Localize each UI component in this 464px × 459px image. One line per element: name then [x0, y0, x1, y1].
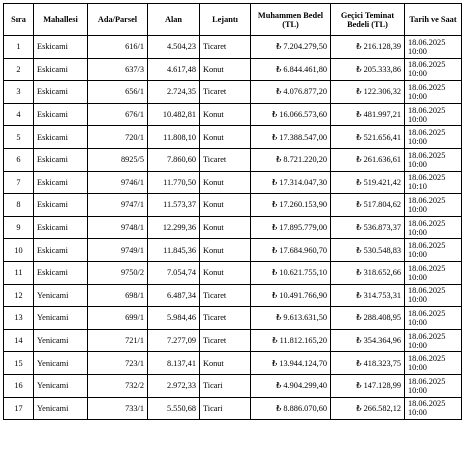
cell-tarih-saat: [405, 261, 462, 284]
cell-sira: 14: [4, 329, 34, 352]
cell-muhammen-bedel: ₺ 10.491.766,90: [251, 284, 331, 307]
cell-teminat-bedeli: ₺ 266.582,12: [331, 397, 405, 420]
cell-teminat-bedeli: ₺ 261.636,61: [331, 148, 405, 171]
cell-tarih-saat: [405, 216, 462, 239]
cell-saat: 10:00: [408, 46, 427, 56]
cell-tarih: 18.06.2025: [408, 376, 446, 386]
cell-saat: 10:10: [408, 182, 427, 192]
auction-table-wrapper: [3, 3, 462, 420]
table-header-row: [4, 4, 462, 36]
cell-teminat-bedeli: ₺ 216.128,39: [331, 36, 405, 59]
cell-muhammen-bedel: ₺ 17.895.779,00: [251, 216, 331, 239]
table-row: [4, 171, 462, 194]
cell-tarih: 18.06.2025: [408, 60, 446, 70]
cell-tarih-saat: [405, 103, 462, 126]
table-row: [4, 58, 462, 81]
header-muhammen-bedel: Muhammen Bedel (TL): [251, 4, 331, 36]
cell-tarih: 18.06.2025: [408, 195, 446, 205]
cell-lejant: Ticaret: [200, 36, 251, 59]
cell-sira: 10: [4, 239, 34, 262]
cell-sira: 15: [4, 352, 34, 375]
cell-tarih-saat: [405, 171, 462, 194]
cell-lejant: Konut: [200, 261, 251, 284]
table-row: [4, 261, 462, 284]
cell-lejant: Konut: [200, 58, 251, 81]
cell-sira: 4: [4, 103, 34, 126]
cell-mahalle: Eskicami: [34, 171, 88, 194]
cell-tarih-saat: [405, 397, 462, 420]
cell-ada-parsel: 9747/1: [88, 194, 148, 217]
cell-tarih: 18.06.2025: [408, 150, 446, 160]
cell-alan: 11.808,10: [148, 126, 200, 149]
cell-mahalle: Eskicami: [34, 58, 88, 81]
cell-muhammen-bedel: ₺ 7.204.279,50: [251, 36, 331, 59]
header-tarih-saat: Tarih ve Saat: [405, 4, 462, 36]
table-row: [4, 36, 462, 59]
cell-teminat-bedeli: ₺ 318.652,66: [331, 261, 405, 284]
cell-sira: 17: [4, 397, 34, 420]
cell-lejant: Konut: [200, 239, 251, 262]
cell-alan: 5.550,68: [148, 397, 200, 420]
cell-ada-parsel: 9750/2: [88, 261, 148, 284]
cell-mahalle: Eskicami: [34, 261, 88, 284]
cell-tarih-saat: [405, 126, 462, 149]
cell-teminat-bedeli: ₺ 147.128,99: [331, 374, 405, 397]
cell-saat: 10:00: [408, 250, 427, 260]
cell-muhammen-bedel: ₺ 4.904.299,40: [251, 374, 331, 397]
cell-sira: 5: [4, 126, 34, 149]
table-row: [4, 126, 462, 149]
cell-ada-parsel: 733/1: [88, 397, 148, 420]
cell-muhammen-bedel: ₺ 16.066.573,60: [251, 103, 331, 126]
cell-ada-parsel: 676/1: [88, 103, 148, 126]
table-row: [4, 329, 462, 352]
cell-mahalle: Yenicami: [34, 374, 88, 397]
cell-muhammen-bedel: ₺ 4.076.877,20: [251, 81, 331, 104]
cell-ada-parsel: 9748/1: [88, 216, 148, 239]
cell-lejant: Ticaret: [200, 148, 251, 171]
cell-tarih: 18.06.2025: [408, 128, 446, 138]
table-row: [4, 307, 462, 330]
cell-tarih: 18.06.2025: [408, 331, 446, 341]
cell-lejant: Konut: [200, 194, 251, 217]
table-row: [4, 239, 462, 262]
table-row: [4, 194, 462, 217]
cell-alan: 10.482,81: [148, 103, 200, 126]
cell-tarih: 18.06.2025: [408, 241, 446, 251]
cell-alan: 2.724,35: [148, 81, 200, 104]
cell-tarih: 18.06.2025: [408, 105, 446, 115]
header-mahallesi: Mahallesi: [34, 4, 88, 36]
cell-alan: 4.617,48: [148, 58, 200, 81]
cell-ada-parsel: 723/1: [88, 352, 148, 375]
cell-teminat-bedeli: ₺ 288.408,95: [331, 307, 405, 330]
cell-saat: 10:00: [408, 137, 427, 147]
cell-teminat-bedeli: ₺ 418.323,75: [331, 352, 405, 375]
cell-saat: 10:00: [408, 295, 427, 305]
cell-alan: 7.860,60: [148, 148, 200, 171]
cell-saat: 10:00: [408, 385, 427, 395]
cell-teminat-bedeli: ₺ 354.364,96: [331, 329, 405, 352]
cell-muhammen-bedel: ₺ 11.812.165,20: [251, 329, 331, 352]
cell-alan: 5.984,46: [148, 307, 200, 330]
cell-mahalle: Eskicami: [34, 148, 88, 171]
cell-lejant: Ticari: [200, 397, 251, 420]
cell-sira: 12: [4, 284, 34, 307]
cell-teminat-bedeli: ₺ 519.421,42: [331, 171, 405, 194]
cell-tarih-saat: [405, 239, 462, 262]
table-row: [4, 81, 462, 104]
header-sira: Sıra: [4, 4, 34, 36]
cell-sira: 6: [4, 148, 34, 171]
cell-lejant: Ticaret: [200, 307, 251, 330]
cell-tarih: 18.06.2025: [408, 173, 446, 183]
cell-sira: 16: [4, 374, 34, 397]
cell-saat: 10:00: [408, 159, 427, 169]
cell-muhammen-bedel: ₺ 13.944.124,70: [251, 352, 331, 375]
cell-mahalle: Yenicami: [34, 397, 88, 420]
cell-teminat-bedeli: ₺ 517.804,62: [331, 194, 405, 217]
cell-lejant: Ticaret: [200, 284, 251, 307]
cell-alan: 11.845,36: [148, 239, 200, 262]
cell-mahalle: Eskicami: [34, 239, 88, 262]
cell-teminat-bedeli: ₺ 314.753,31: [331, 284, 405, 307]
cell-lejant: Konut: [200, 126, 251, 149]
cell-alan: 12.299,36: [148, 216, 200, 239]
header-alan: Alan: [148, 4, 200, 36]
cell-alan: 11.770,50: [148, 171, 200, 194]
cell-muhammen-bedel: ₺ 9.613.631,50: [251, 307, 331, 330]
cell-sira: 1: [4, 36, 34, 59]
cell-tarih: 18.06.2025: [408, 82, 446, 92]
cell-muhammen-bedel: ₺ 17.684.960,70: [251, 239, 331, 262]
cell-teminat-bedeli: ₺ 536.873,37: [331, 216, 405, 239]
cell-ada-parsel: 9749/1: [88, 239, 148, 262]
cell-tarih-saat: [405, 58, 462, 81]
cell-sira: 9: [4, 216, 34, 239]
cell-tarih-saat: [405, 36, 462, 59]
cell-ada-parsel: 656/1: [88, 81, 148, 104]
cell-alan: 7.277,09: [148, 329, 200, 352]
cell-mahalle: Yenicami: [34, 329, 88, 352]
cell-alan: 6.487,34: [148, 284, 200, 307]
cell-lejant: Konut: [200, 352, 251, 375]
cell-saat: 10:00: [408, 340, 427, 350]
cell-teminat-bedeli: ₺ 122.306,32: [331, 81, 405, 104]
parcel-auction-table: [3, 3, 462, 420]
cell-alan: 11.573,37: [148, 194, 200, 217]
cell-alan: 4.504,23: [148, 36, 200, 59]
cell-tarih-saat: [405, 374, 462, 397]
cell-muhammen-bedel: ₺ 8.721.220,20: [251, 148, 331, 171]
cell-ada-parsel: 720/1: [88, 126, 148, 149]
table-row: [4, 216, 462, 239]
cell-ada-parsel: 699/1: [88, 307, 148, 330]
cell-lejant: Ticaret: [200, 81, 251, 104]
cell-mahalle: Yenicami: [34, 352, 88, 375]
cell-alan: 2.972,33: [148, 374, 200, 397]
cell-alan: 8.137,41: [148, 352, 200, 375]
cell-saat: 10:00: [408, 363, 427, 373]
cell-muhammen-bedel: ₺ 8.886.070,60: [251, 397, 331, 420]
table-row: [4, 103, 462, 126]
cell-ada-parsel: 637/3: [88, 58, 148, 81]
cell-saat: 10:00: [408, 204, 427, 214]
cell-tarih-saat: [405, 81, 462, 104]
cell-ada-parsel: 721/1: [88, 329, 148, 352]
header-ada-parsel: Ada/Parsel: [88, 4, 148, 36]
cell-sira: 11: [4, 261, 34, 284]
cell-sira: 7: [4, 171, 34, 194]
cell-saat: 10:00: [408, 114, 427, 124]
cell-ada-parsel: 732/2: [88, 374, 148, 397]
cell-teminat-bedeli: ₺ 205.333,86: [331, 58, 405, 81]
header-lejanti: Lejantı: [200, 4, 251, 36]
cell-tarih: 18.06.2025: [408, 308, 446, 318]
cell-saat: 10:00: [408, 91, 427, 101]
table-row: [4, 397, 462, 420]
cell-ada-parsel: 8925/5: [88, 148, 148, 171]
table-row: [4, 352, 462, 375]
cell-mahalle: Yenicami: [34, 307, 88, 330]
cell-muhammen-bedel: ₺ 17.314.047,30: [251, 171, 331, 194]
cell-teminat-bedeli: ₺ 530.548,83: [331, 239, 405, 262]
cell-lejant: Ticari: [200, 374, 251, 397]
cell-saat: 10:00: [408, 272, 427, 282]
cell-tarih-saat: [405, 329, 462, 352]
cell-lejant: Konut: [200, 171, 251, 194]
cell-tarih: 18.06.2025: [408, 218, 446, 228]
cell-saat: 10:00: [408, 317, 427, 327]
cell-tarih: 18.06.2025: [408, 399, 446, 409]
cell-sira: 3: [4, 81, 34, 104]
cell-mahalle: Eskicami: [34, 216, 88, 239]
cell-mahalle: Eskicami: [34, 126, 88, 149]
table-body: [4, 36, 462, 420]
cell-muhammen-bedel: ₺ 10.621.755,10: [251, 261, 331, 284]
cell-mahalle: Eskicami: [34, 103, 88, 126]
table-row: [4, 148, 462, 171]
cell-alan: 7.054,74: [148, 261, 200, 284]
cell-tarih-saat: [405, 148, 462, 171]
cell-ada-parsel: 698/1: [88, 284, 148, 307]
cell-sira: 2: [4, 58, 34, 81]
cell-sira: 13: [4, 307, 34, 330]
cell-teminat-bedeli: ₺ 481.997,21: [331, 103, 405, 126]
cell-ada-parsel: 9746/1: [88, 171, 148, 194]
cell-lejant: Konut: [200, 216, 251, 239]
cell-saat: 10:00: [408, 227, 427, 237]
cell-muhammen-bedel: ₺ 6.844.461,80: [251, 58, 331, 81]
cell-mahalle: Yenicami: [34, 284, 88, 307]
header-teminat-bedeli: Geçici Teminat Bedeli (TL): [331, 4, 405, 36]
cell-tarih: 18.06.2025: [408, 286, 446, 296]
cell-saat: 10:00: [408, 69, 427, 79]
cell-tarih-saat: [405, 307, 462, 330]
cell-mahalle: Eskicami: [34, 36, 88, 59]
cell-tarih: 18.06.2025: [408, 37, 446, 47]
cell-muhammen-bedel: ₺ 17.388.547,00: [251, 126, 331, 149]
cell-ada-parsel: 616/1: [88, 36, 148, 59]
cell-tarih: 18.06.2025: [408, 263, 446, 273]
cell-lejant: Ticaret: [200, 329, 251, 352]
cell-sira: 8: [4, 194, 34, 217]
cell-teminat-bedeli: ₺ 521.656,41: [331, 126, 405, 149]
cell-lejant: Konut: [200, 103, 251, 126]
cell-mahalle: Eskicami: [34, 81, 88, 104]
table-row: [4, 284, 462, 307]
cell-tarih-saat: [405, 194, 462, 217]
cell-saat: 10:00: [408, 408, 427, 418]
cell-tarih-saat: [405, 352, 462, 375]
cell-mahalle: Eskicami: [34, 194, 88, 217]
cell-muhammen-bedel: ₺ 17.260.153,90: [251, 194, 331, 217]
cell-tarih-saat: [405, 284, 462, 307]
cell-tarih: 18.06.2025: [408, 354, 446, 364]
table-row: [4, 374, 462, 397]
